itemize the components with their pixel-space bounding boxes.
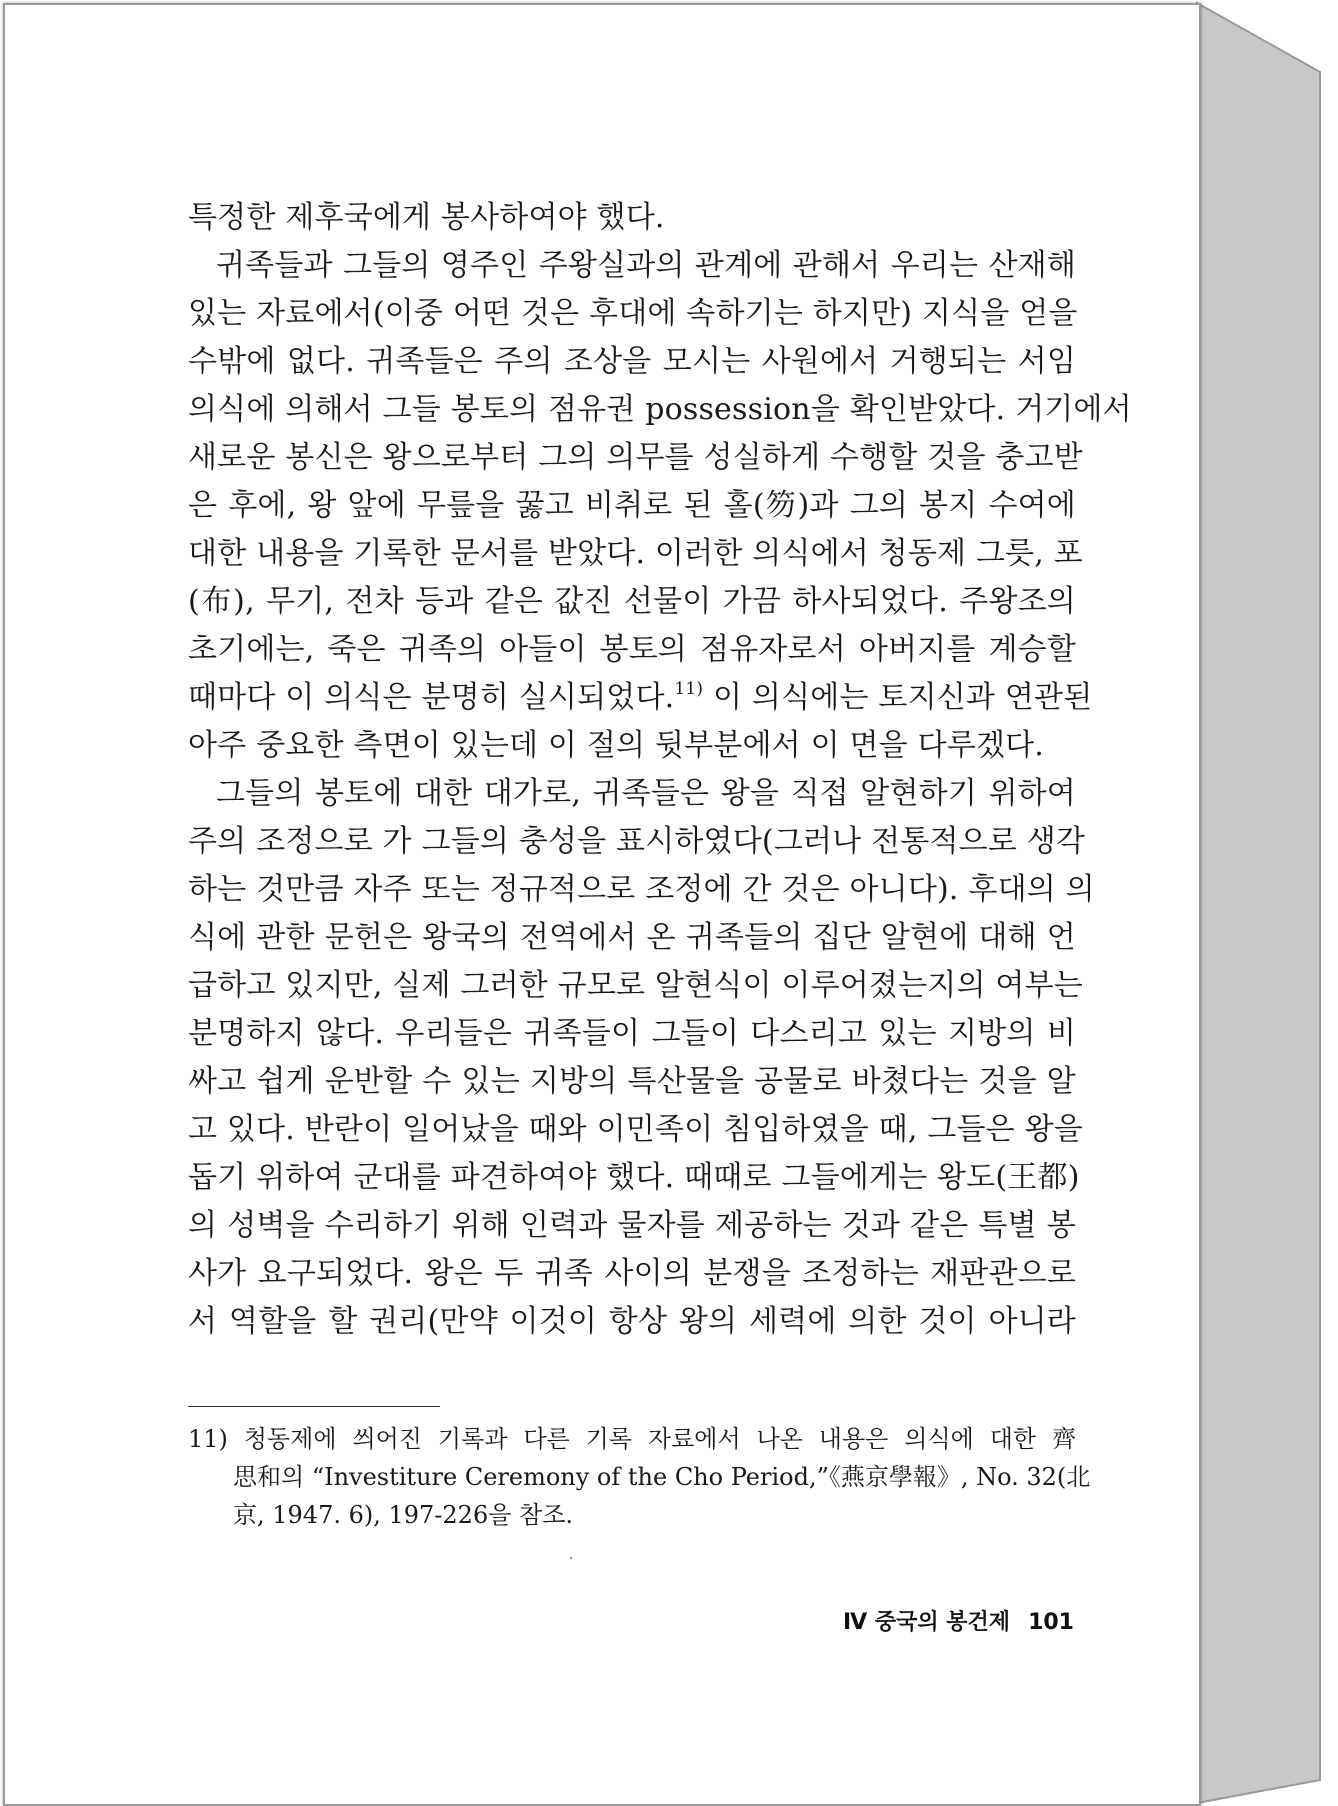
text-line: 식에 관한 문헌은 왕국의 전역에서 온 귀족들의 집단 알현에 대해 언 xyxy=(188,920,1076,955)
scan-speck xyxy=(570,1557,572,1559)
text-line: 의식에 의해서 그들 봉토의 점유권 possession을 확인받았다. 거기에서 xyxy=(188,392,1132,427)
text-fragment: 이 의식에는 토지신과 연관된 xyxy=(713,680,1093,715)
text-line: 은 후에, 왕 앞에 무릎을 꿇고 비취로 된 홀(笏)과 그의 봉지 수여에 xyxy=(188,488,1076,523)
text-line: 급하고 있지만, 실제 그러한 규모로 알현식이 이루어졌는지의 여부는 xyxy=(188,968,1083,1003)
text-line: 그들의 봉토에 대한 대가로, 귀족들은 왕을 직접 알현하기 위하여 xyxy=(216,776,1076,811)
footnotes xyxy=(188,1420,1091,1534)
page-footer xyxy=(843,1605,1074,1636)
text-line: 수밖에 없다. 귀족들은 주의 조상을 모시는 사원에서 거행되는 서임 xyxy=(188,344,1076,379)
text-line: 초기에는, 죽은 귀족의 아들이 봉토의 점유자로서 아버지를 계승할 xyxy=(188,632,1076,667)
text-line: 하는 것만큼 자주 또는 정규적으로 조정에 간 것은 아니다). 후대의 의 xyxy=(188,872,1095,907)
text-line-with-footnote xyxy=(188,674,1093,722)
body-text xyxy=(188,194,1132,1346)
footnote-reference: 11) xyxy=(674,679,704,699)
text-line: 주의 조정으로 가 그들의 충성을 표시하였다(그러나 전통적으로 생각 xyxy=(188,824,1086,859)
footnote-line: 11) 청동제에 씌어진 기록과 다른 기록 자료에서 나온 내용은 의식에 대한 齊 xyxy=(188,1425,1076,1453)
text-line: 서 역할을 할 권리(만약 이것이 항상 왕의 세력에 의한 것이 아니라 xyxy=(188,1304,1076,1339)
text-line: 아주 중요한 측면이 있는데 이 절의 뒷부분에서 이 면을 다루겠다. xyxy=(188,728,1045,763)
footnote-separator xyxy=(188,1406,440,1407)
footnote-line: 京, 1947. 6), 197-226을 참조. xyxy=(233,1501,574,1529)
page-number: 101 xyxy=(1028,1610,1074,1635)
text-line: 고 있다. 반란이 일어났을 때와 이민족이 침입하였을 때, 그들은 왕을 xyxy=(188,1112,1083,1147)
text-fragment: 때마다 이 의식은 분명히 실시되었다. xyxy=(188,680,675,715)
text-line: 돕기 위하여 군대를 파견하여야 했다. 때때로 그들에게는 왕도(王都) xyxy=(188,1160,1080,1195)
text-line: 대한 내용을 기록한 문서를 받았다. 이러한 의식에서 청동제 그릇, 포 xyxy=(188,536,1083,571)
text-line: 싸고 쉽게 운반할 수 있는 지방의 특산물을 공물로 바쳤다는 것을 알 xyxy=(188,1064,1076,1099)
text-line: 귀족들과 그들의 영주인 주왕실과의 관계에 관해서 우리는 산재해 xyxy=(216,248,1076,283)
text-line: 있는 자료에서(이중 어떤 것은 후대에 속하기는 하지만) 지식을 얻을 xyxy=(188,296,1078,331)
text-line: 분명하지 않다. 우리들은 귀족들이 그들이 다스리고 있는 지방의 비 xyxy=(188,1016,1076,1051)
text-line: 새로운 봉신은 왕으로부터 그의 의무를 성실하게 수행할 것을 충고받 xyxy=(188,440,1083,475)
running-chapter-title: Ⅳ 중국의 봉건제 xyxy=(843,1610,1011,1635)
text-line: 의 성벽을 수리하기 위해 인력과 물자를 제공하는 것과 같은 특별 봉 xyxy=(188,1208,1076,1243)
text-line: 사가 요구되었다. 왕은 두 귀족 사이의 분쟁을 조정하는 재판관으로 xyxy=(188,1256,1076,1291)
footnote-line: 思和의 “Investiture Ceremony of the Cho Period,”《燕京學報》, No. 32(北 xyxy=(233,1463,1091,1491)
text-line: 특정한 제후국에게 봉사하여야 했다. xyxy=(188,200,665,235)
text-line: (布), 무기, 전차 등과 같은 값진 선물이 가끔 하사되었다. 주왕조의 xyxy=(188,584,1076,619)
